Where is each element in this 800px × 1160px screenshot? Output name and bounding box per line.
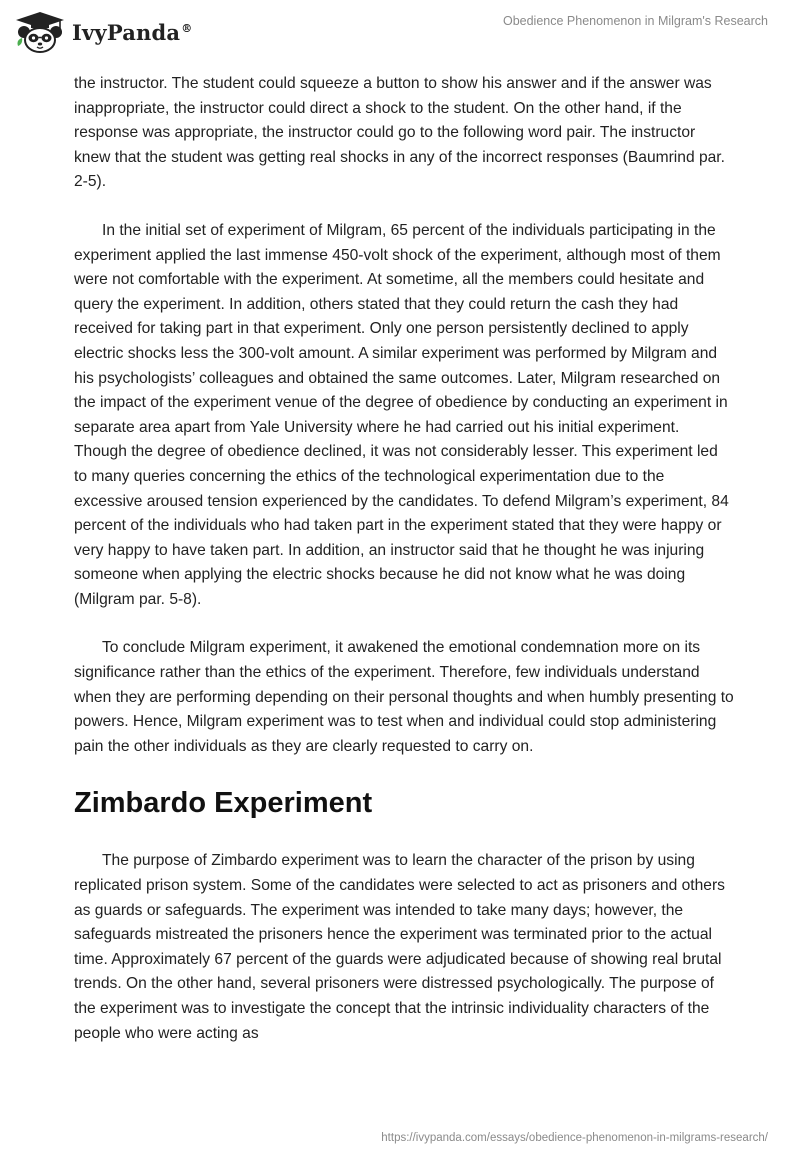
document-title: Obedience Phenomenon in Milgram's Research (502, 14, 768, 28)
brand-name: IvyPanda® (72, 19, 193, 45)
paragraph: In the initial set of experiment of Milgram, 65 percent of the individuals participating in the experiment applied the last immense 450-volt shock of the experiment, although most of them were not comfortable with the experiment. At sometime, all the members could hesitate and query the experiment. In addition, others stated that they could return the cash they had received for taking part in that experiment. Only one person persistently declined to apply electric shocks less the 300-volt amount. A similar experiment was performed by Milgram and his psychologists’ colleagues and obtained the same outcomes. Later, Milgram researched on the impact of the experiment venue of the degree of obedience by conducting an experiment in separate area apart from Yale University where he had carried out his initial experiment. Though the degree of obedience declined, it was not considerably lesser. This experiment led to many queries concerning the ethics of the technological experimentation due to the excessive aroused tension experienced by the candidates. To defend Milgram’s experiment, 84 percent of the individuals who had taken part in the experiment stated that they were happy or very happy to have taken part. In addition, an instructor said that he thought he was injuring someone when applying the electric shocks because he did not know what he was doing (Milgram par. 5-8). (74, 221, 729, 608)
essay-content (74, 72, 734, 1070)
panda-graduate-icon (14, 10, 66, 54)
source-url[interactable]: https://ivypanda.com/essays/obedience-phenomenon-in-milgrams-research/ (381, 1132, 768, 1144)
section-heading: Zimbardo Experiment (74, 787, 373, 820)
page-header (0, 0, 800, 64)
paragraph: the instructor. The student could squeeze a button to show his answer and if the answer was inappropriate, the instructor could direct a shock to the student. On the other hand, if the response was appropriate, the instructor could go to the following word pair. The instructor knew that the student was getting real shocks in any of the incorrect responses (Baumrind par. 2-5). (74, 75, 725, 191)
paragraph: To conclude Milgram experiment, it awakened the emotional condemnation more on its significance rather than the ethics of the experiment. Therefore, few individuals understand when they are performing depending on their personal thoughts and when humbly presenting to powers. Hence, Milgram experiment was to test when and individual could stop administering pain the other individuals as they are clearly requested to carry on. (74, 639, 734, 755)
paragraph: The purpose of Zimbardo experiment was to learn the character of the prison by using replicated prison system. Some of the candidates were selected to act as prisoners and others as guards or safeguards. The experiment was intended to take many days; however, the safeguards mistreated the prisoners hence the experiment was terminated prior to the actual time. Approximately 67 percent of the guards were adjudicated because of showing real brutal trends. On the other hand, several prisoners were distressed psychologically. The purpose of the experiment was to investigate the concept that the intrinsic individuality characters of the people who were acting as (74, 852, 725, 1042)
ivypanda-logo[interactable] (14, 10, 192, 54)
